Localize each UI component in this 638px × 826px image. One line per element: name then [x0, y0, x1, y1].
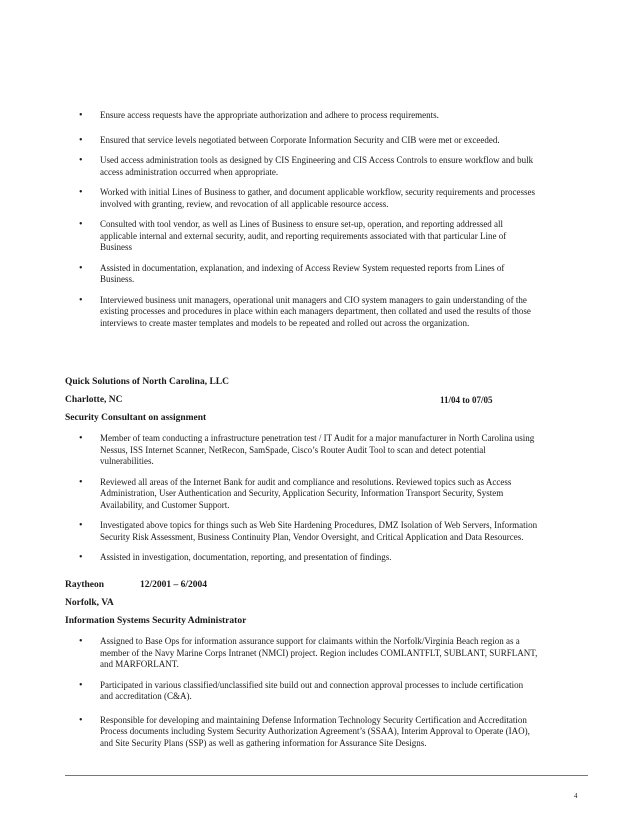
job-location: Norfolk, VA	[65, 598, 114, 608]
job-location: Charlotte, NC	[65, 395, 123, 405]
job-dates: 12/2001 – 6/2004	[140, 580, 208, 590]
job-title: Security Consultant on assignment	[65, 413, 207, 423]
list-item: • Responsible for developing and maintaining Defense Information Technology Security Certification and Accreditation Process documents including System Security Authorization Agreement’s (SSAA), Interim Approval to Operate (IAO), and Site Security Plans (SSP) as well as gathering information for Assurance Site Designs.	[0, 715, 638, 750]
list-item: • Consulted with tool vendor, as well as Lines of Business to ensure set-up, operation, and reporting addressed all applicable internal and external security, audit, and reporting requirements associated with that particular Line of Business	[0, 219, 638, 254]
job-dates: 11/04 to 07/05	[440, 395, 493, 405]
list-item: • Member of team conducting a infrastructure penetration test / IT Audit for a major manufacturer in North Carolina using Nessus, ISS Internet Scanner, NetRecon, SamSpade, Cisco’s Router Audit Tool to scan and detect potential vulnerabilities.	[0, 433, 638, 468]
list-item: • Reviewed all areas of the Internet Bank for audit and compliance and resolutions. Reviewed topics such as Access Administration, User Authentication and Security, Application Security, Information Transport Security, System Availability, and Customer Support.	[0, 477, 638, 512]
list-item: • Used access administration tools as designed by CIS Engineering and CIS Access Controls to ensure workflow and bulk access administration occurred when appropriate.	[0, 155, 638, 178]
company-name: Quick Solutions of North Carolina, LLC	[65, 377, 229, 387]
list-item: • Worked with initial Lines of Business to gather, and document applicable workflow, security requirements and processes involved with granting, review, and revocation of all applicable resource access.	[0, 187, 638, 210]
company-name: Raytheon	[65, 580, 105, 590]
job2-bullet-list	[0, 433, 638, 564]
list-item: • Assisted in investigation, documentation, reporting, and presentation of findings.	[0, 552, 638, 564]
job-title: Information Systems Security Administrator	[65, 616, 247, 626]
job3-bullet-list	[0, 636, 638, 749]
list-item: • Ensured that service levels negotiated between Corporate Information Security and CIB were met or exceeded.	[0, 135, 638, 147]
section1-bullet-list	[0, 110, 638, 329]
list-item: • Assisted in documentation, explanation, and indexing of Access Review System requested reports from Lines of Business.	[0, 263, 638, 286]
footer-divider	[65, 775, 588, 776]
list-item: • Assigned to Base Ops for information assurance support for claimants within the Norfolk/Virginia Beach region as a member of the Navy Marine Corps Intranet (NMCI) project. Region includes COMLANTFLT, SUBLANT, SURFLANT, and MARFORLANT.	[0, 636, 638, 671]
list-item: • Investigated above topics for things such as Web Site Hardening Procedures, DMZ Isolation of Web Servers, Information Security Risk Assessment, Business Continuity Plan, Vendor Oversight, and Critical Application and Data Resources.	[0, 520, 638, 543]
page-number: 4	[574, 792, 578, 800]
list-item: • Ensure access requests have the appropriate authorization and adhere to process requirements.	[0, 110, 638, 122]
list-item: • Participated in various classified/unclassified site build out and connection approval processes to include certification and accreditation (C&A).	[0, 680, 638, 703]
list-item: • Interviewed business unit managers, operational unit managers and CIO system managers to gain understanding of the existing processes and procedures in place within each managers department, then collated and used the results of those interviews to create master templates and models to be repeated and rolled out across the organization.	[0, 295, 638, 330]
